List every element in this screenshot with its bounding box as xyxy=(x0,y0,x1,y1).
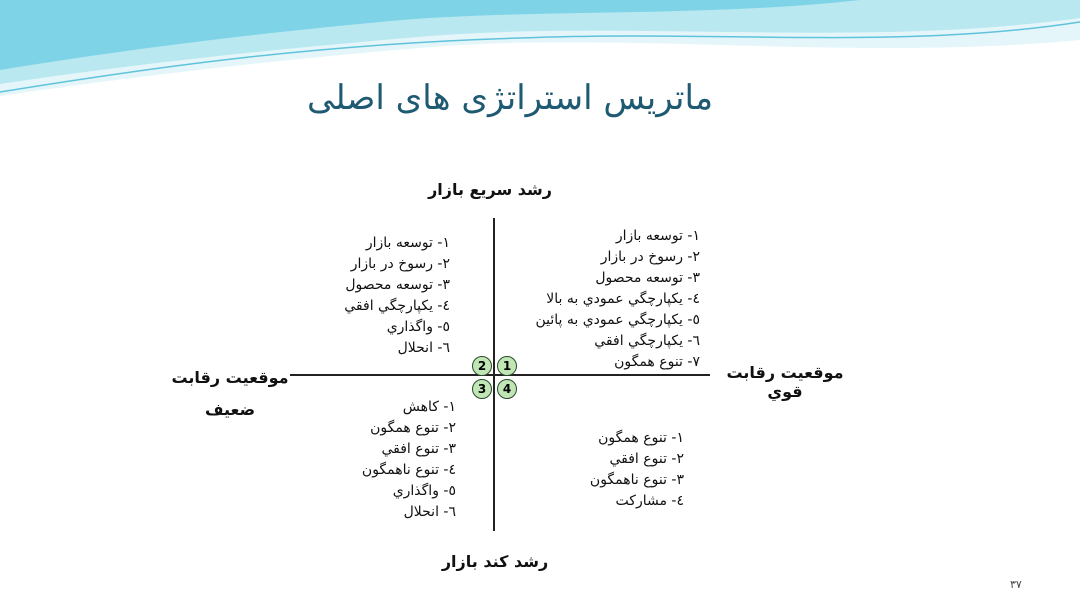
list-item: ۱- توسعه بازار xyxy=(615,228,700,244)
list-item: ۲- تنوع افقي xyxy=(609,451,684,467)
list-item: ٦- انحلال xyxy=(397,340,450,356)
quadrant-bottom-right-list xyxy=(590,428,684,512)
axis-label-bottom: رشد کند بازار xyxy=(441,552,549,571)
horizontal-axis xyxy=(290,374,710,376)
list-item: ٥- واگذاري xyxy=(392,483,456,499)
list-item: ۱- تنوع همگون xyxy=(598,430,684,446)
page-number: ۳۷ xyxy=(1010,578,1022,591)
list-item: ٤- يکپارچگي عمودي به بالا xyxy=(546,291,700,307)
list-item: ٤- يکپارچگي افقي xyxy=(344,298,450,314)
axis-label-right: موقعیت رقابت قوي xyxy=(726,363,844,401)
list-item: ٥- واگذاري xyxy=(386,319,450,335)
slide-title: ماتریس استراتژی های اصلی xyxy=(306,78,714,118)
list-item: ٦- انحلال xyxy=(403,504,456,520)
quadrant-badge-4: 4 xyxy=(497,379,517,399)
list-item: ٦- يکپارچگي افقي xyxy=(594,333,700,349)
quadrant-bottom-left-list xyxy=(362,397,456,523)
list-item: ٤- مشارکت xyxy=(615,493,684,509)
quadrant-badge-3: 3 xyxy=(472,379,492,399)
quadrant-top-left-list xyxy=(344,233,450,359)
axis-label-left: موقعیت رقابت ضعیف xyxy=(171,368,289,419)
quadrant-badge-1: 1 xyxy=(497,356,517,376)
list-item: ۲- رسوخ در بازار xyxy=(350,256,450,272)
list-item: ۳- توسعه محصول xyxy=(595,270,700,286)
quadrant-top-right-list xyxy=(535,226,700,373)
list-item: ۱- توسعه بازار xyxy=(365,235,450,251)
vertical-axis xyxy=(493,218,495,531)
list-item: ۳- تنوع افقي xyxy=(381,441,456,457)
list-item: ۳- تنوع ناهمگون xyxy=(589,472,684,488)
list-item: ٤- تنوع ناهمگون xyxy=(361,462,456,478)
list-item: ۷- تنوع همگون xyxy=(614,354,700,370)
list-item: ۱- کاهش xyxy=(402,399,456,415)
list-item: ۳- توسعه محصول xyxy=(345,277,450,293)
list-item: ٥- يکپارچگي عمودي به پائين xyxy=(535,312,700,328)
list-item: ۲- تنوع همگون xyxy=(370,420,456,436)
quadrant-badge-2: 2 xyxy=(472,356,492,376)
list-item: ۲- رسوخ در بازار xyxy=(600,249,700,265)
axis-label-top: رشد سریع بازار xyxy=(428,180,552,199)
